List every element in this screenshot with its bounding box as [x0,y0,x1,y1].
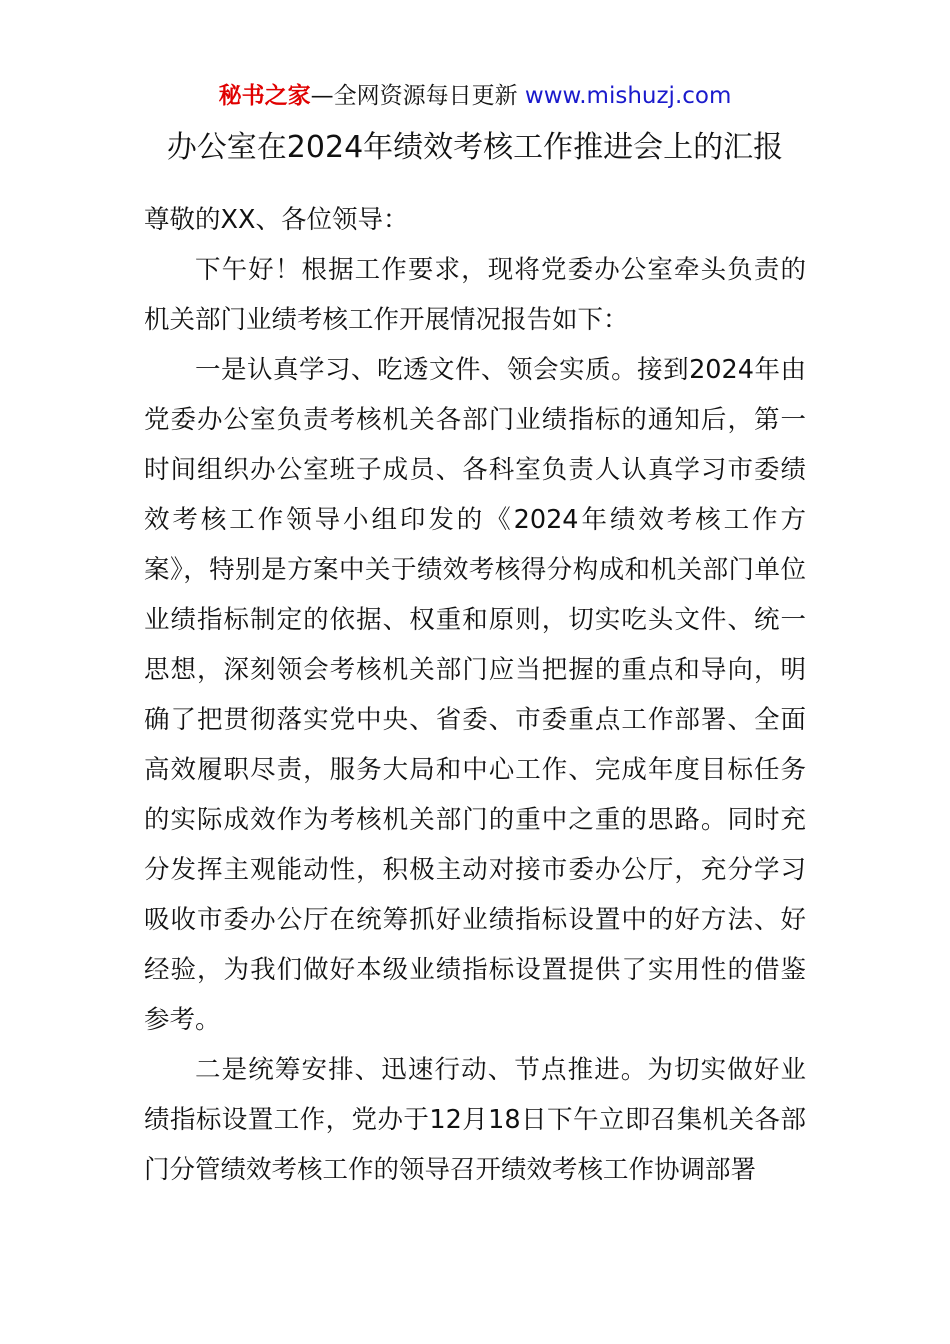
paragraph-point-one: 一是认真学习、吃透文件、领会实质。接到2024年由党委办公室负责考核机关各部门业绩指标的通知后，第一时间组织办公室班子成员、各科室负责人认真学习市委绩效考核工作领导小组印发的《2024年绩效考核工作方案》，特别是方案中关于绩效考核得分构成和机关部门单位业绩指标制定的依据、权重和原则，切实吃头文件、统一思想，深刻领会考核机关部门应当把握的重点和导向，明确了把贯彻落实党中央、省委、市委重点工作部署、全面高效履职尽责，服务大局和中心工作、完成年度目标任务的实际成效作为考核机关部门的重中之重的思路。同时充分发挥主观能动性，积极主动对接市委办公厅，充分学习吸收市委办公厅在统筹抓好业绩指标设置中的好方法、好经验，为我们做好本级业绩指标设置提供了实用性的借鉴参考。 [144,355,806,1035]
document-title: 办公室在2024年绩效考核工作推进会上的汇报 [166,130,784,165]
header-tagline: —全网资源每日更新 [310,83,525,109]
document-body [144,195,806,1195]
paragraph-greeting: 下午好！根据工作要求，现将党委办公室牵头负责的机关部门业绩考核工作开展情况报告如下： [144,255,806,335]
brand-name: 秘书之家 [218,83,311,109]
site-url-link[interactable]: www.mishuzj.com [524,83,732,109]
salutation: 尊敬的XX、各位领导： [144,205,409,235]
paragraph-point-two: 二是统筹安排、迅速行动、节点推进。为切实做好业绩指标设置工作，党办于12月18日下午立即召集机关各部门分管绩效考核工作的领导召开绩效考核工作协调部署 [144,1055,806,1185]
site-header [0,80,950,112]
